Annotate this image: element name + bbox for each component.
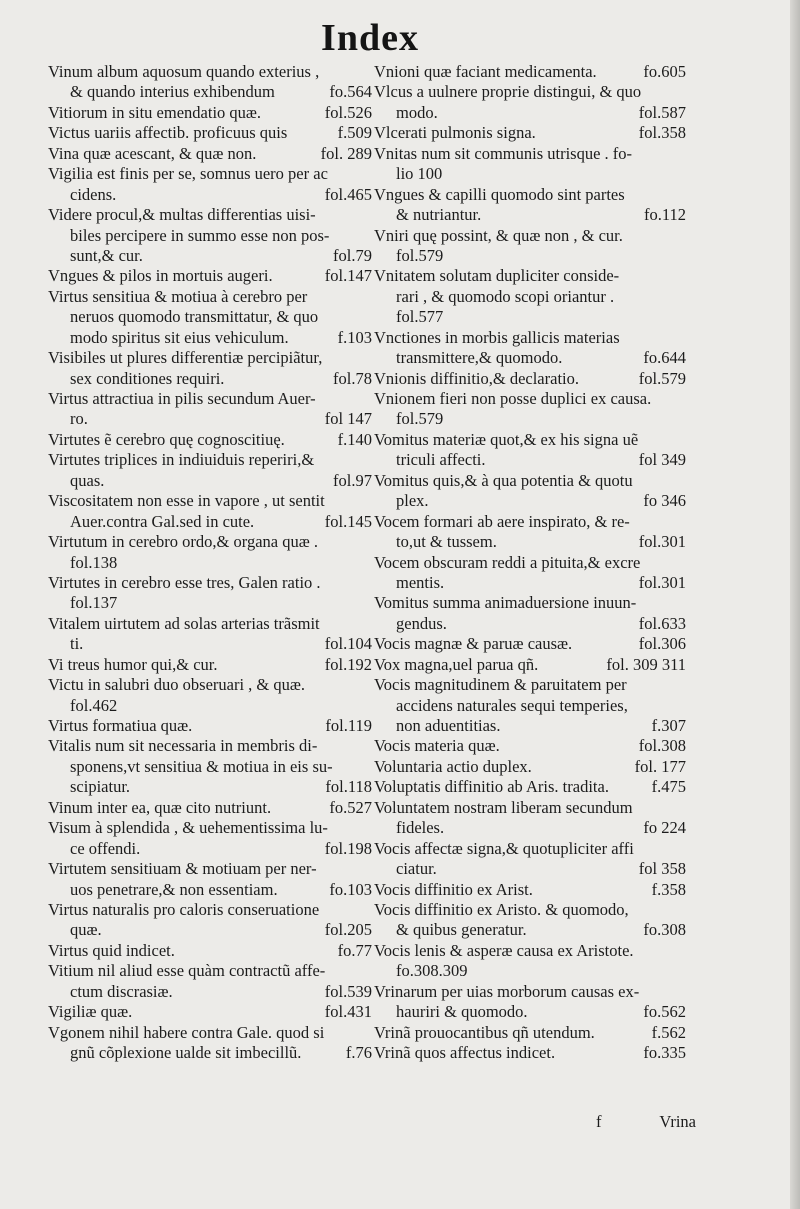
entry-text: Vitiorum in situ emendatio quæ. xyxy=(48,102,262,122)
entry-text: Vnitas num sit communis utrisque . fo- xyxy=(374,143,633,163)
index-entry-line xyxy=(48,696,372,716)
entry-text: Victus uariis affectib. proficuus quis xyxy=(48,123,288,143)
entry-text: fol.462 xyxy=(70,695,118,715)
index-entry-line xyxy=(48,839,372,859)
index-entry-line xyxy=(374,62,686,82)
entry-text: Vomitus quis,& à qua potentia & quotu xyxy=(374,470,633,490)
entry-text: Vnionis diffinitio,& declaratio. xyxy=(374,368,579,388)
entry-text: Vinum album aquosum quando exterius , xyxy=(48,62,320,81)
index-entry-line xyxy=(48,491,372,511)
catchword: Vrina xyxy=(659,1112,696,1131)
index-entry-line xyxy=(374,614,686,634)
entry-text: Viscositatem non esse in vapore , ut sentit xyxy=(48,491,325,511)
entry-text: Vnctiones in morbis gallicis materias xyxy=(374,327,620,347)
index-entry-line xyxy=(374,593,686,613)
index-entry-line xyxy=(374,1023,686,1043)
index-entry-line xyxy=(48,123,372,143)
entry-text: Vocis affectæ signa,& quotupliciter affi xyxy=(374,838,634,858)
folio-reference: f.103 xyxy=(337,327,372,347)
entry-text: mentis. xyxy=(396,572,445,592)
entry-text: to,ut & tussem. xyxy=(396,532,497,552)
folio-reference: f.140 xyxy=(337,429,372,449)
entry-text: Videre procul,& multas differentias uisi- xyxy=(48,205,316,225)
index-entry-line xyxy=(374,491,686,511)
folio-reference: fo.527 xyxy=(329,797,372,817)
page-edge xyxy=(790,0,800,1209)
folio-reference: fol.465 xyxy=(324,184,372,204)
entry-text: Voluntaria actio duplex. xyxy=(374,756,532,776)
index-entry-line xyxy=(48,307,372,327)
index-entry-line xyxy=(48,920,372,940)
folio-reference: fol. 309 311 xyxy=(606,654,686,674)
index-entry-line xyxy=(48,82,372,102)
entry-text: Voluptatis diffinitio ab Aris. tradita. xyxy=(374,777,609,797)
index-entry-line xyxy=(48,573,372,593)
entry-text: Vgonem nihil habere contra Gale. quod si xyxy=(48,1022,325,1042)
index-entry-line xyxy=(374,246,686,266)
index-column-left xyxy=(48,62,372,1063)
index-entry-line xyxy=(374,532,686,552)
index-entry-line xyxy=(48,266,372,286)
entry-text: Vrinã quos affectus indicet. xyxy=(374,1043,556,1062)
folio-reference: f.562 xyxy=(651,1022,686,1042)
folio-reference: fol.78 xyxy=(333,368,372,388)
index-entry-line xyxy=(48,716,372,736)
index-entry-line xyxy=(374,634,686,654)
entry-text: Vngues & capilli quomodo sint partes xyxy=(374,184,625,204)
index-entry-line xyxy=(374,369,686,389)
folio-reference: fo.112 xyxy=(643,205,686,225)
entry-text: fol.579 xyxy=(396,409,444,429)
index-entry-line xyxy=(374,226,686,246)
index-entry-line xyxy=(374,655,686,675)
entry-text: Vina quæ acescant, & quæ non. xyxy=(48,143,257,163)
index-entry-line xyxy=(48,655,372,675)
entry-text: Virtutes in cerebro esse tres, Galen ratio . xyxy=(48,572,321,592)
index-entry-line xyxy=(374,328,686,348)
folio-reference: fol.431 xyxy=(324,1002,372,1022)
index-entry-line xyxy=(374,839,686,859)
index-entry-line xyxy=(374,859,686,879)
folio-reference: fol.118 xyxy=(325,777,372,797)
folio-reference: fol.145 xyxy=(324,511,372,531)
entry-text: gendus. xyxy=(396,613,447,633)
index-entry-line xyxy=(48,450,372,470)
entry-text: Virtutum in cerebro ordo,& organa quæ . xyxy=(48,532,318,552)
folio-reference: fo.562 xyxy=(643,1002,686,1022)
entry-text: quas. xyxy=(70,470,105,490)
entry-text: neruos quomodo transmittatur, & quo xyxy=(70,307,319,327)
page-title: Index xyxy=(321,17,419,59)
index-entry-line xyxy=(374,716,686,736)
index-entry-line xyxy=(374,777,686,797)
index-entry-line xyxy=(48,982,372,1002)
index-entry-line xyxy=(48,880,372,900)
index-entry-line xyxy=(48,532,372,552)
entry-text: Vnioni quæ faciant medicamenta. xyxy=(374,62,597,81)
index-entry-line xyxy=(374,941,686,961)
entry-text: Vlcus a uulnere proprie distingui, & quo xyxy=(374,82,642,102)
folio-reference: fol.579 xyxy=(638,368,686,388)
index-entry-line xyxy=(374,409,686,429)
entry-text: Vocem formari ab aere inspirato, & re- xyxy=(374,511,630,531)
entry-text: Vocis magnitudinem & paruitatem per xyxy=(374,675,627,695)
index-entry-line xyxy=(48,798,372,818)
folio-reference: fo.335 xyxy=(643,1043,686,1062)
entry-text: scipiatur. xyxy=(70,777,131,797)
entry-text: Visum à splendida , & uehementissima lu- xyxy=(48,818,328,838)
entry-text: Vigilia est finis per se, somnus uero per ac xyxy=(48,164,328,184)
index-entry-line xyxy=(374,471,686,491)
folio-reference: f.358 xyxy=(651,879,686,899)
folio-reference: fo.308 xyxy=(643,920,686,940)
index-entry-line xyxy=(48,614,372,634)
folio-reference: fol.205 xyxy=(324,920,372,940)
index-entry-line xyxy=(48,62,372,82)
index-entry-line xyxy=(48,1043,372,1063)
entry-text: Vrinarum per uias morborum causas ex- xyxy=(374,981,640,1001)
folio-reference: fo 346 xyxy=(643,491,686,511)
index-entry-line xyxy=(48,185,372,205)
entry-text: Virtus formatiua quæ. xyxy=(48,716,193,735)
entry-text: Virtutem sensitiuam & motiuam per ner- xyxy=(48,859,317,879)
index-column-right xyxy=(374,62,686,1063)
folio-reference: fo.605 xyxy=(643,62,686,81)
entry-text: Vomitus materiæ quot,& ex his signa uẽ xyxy=(374,429,639,449)
entry-text: Virtutes ẽ cerebro quę cognoscitiuę. xyxy=(48,429,285,449)
entry-text: fo.308.309 xyxy=(396,961,468,981)
index-entry-line xyxy=(374,103,686,123)
index-entry-line xyxy=(374,982,686,1002)
entry-text: modo. xyxy=(396,102,438,122)
entry-text: fol.137 xyxy=(70,593,118,613)
entry-text: Virtus naturalis pro caloris conseruatione xyxy=(48,899,320,919)
entry-text: & quando interius exhibendum xyxy=(70,82,275,102)
folio-reference: fol 349 xyxy=(638,450,686,470)
entry-text: & quibus generatur. xyxy=(396,920,527,940)
index-entry-line xyxy=(374,920,686,940)
index-entry-line xyxy=(374,798,686,818)
entry-text: Virtutes triplices in indiuiduis reperiri,& xyxy=(48,450,315,470)
index-entry-line xyxy=(374,123,686,143)
index-entry-line xyxy=(48,226,372,246)
folio-reference: f.475 xyxy=(651,777,686,797)
entry-text: Vnionem fieri non posse duplici ex causa. xyxy=(374,389,652,408)
page-footer xyxy=(596,1112,696,1132)
entry-text: sponens,vt sensitiua & motiua in eis su- xyxy=(70,756,333,776)
index-entry-line xyxy=(374,266,686,286)
folio-reference: f.307 xyxy=(651,716,686,735)
folio-reference: fol.358 xyxy=(638,123,686,143)
index-entry-line xyxy=(48,512,372,532)
entry-text: Vngues & pilos in mortuis augeri. xyxy=(48,266,273,286)
entry-text: fideles. xyxy=(396,818,445,838)
entry-text: Vlcerati pulmonis signa. xyxy=(374,123,536,143)
entry-text: fol.579 xyxy=(396,245,444,265)
entry-text: quæ. xyxy=(70,920,102,940)
index-entry-line xyxy=(48,593,372,613)
entry-text: Auer.contra Gal.sed in cute. xyxy=(70,511,255,531)
folio-reference: fol.104 xyxy=(324,634,372,654)
entry-text: triculi affecti. xyxy=(396,450,486,470)
entry-text: ce offendi. xyxy=(70,838,141,858)
index-entry-line xyxy=(374,389,686,409)
folio-reference: fol.306 xyxy=(638,634,686,654)
index-entry-line xyxy=(48,144,372,164)
index-entry-line xyxy=(48,164,372,184)
entry-text: Vigiliæ quæ. xyxy=(48,1002,133,1022)
folio-reference: fol.79 xyxy=(333,245,372,265)
folio-reference: fo.644 xyxy=(643,348,686,368)
entry-text: Vocis materia quæ. xyxy=(374,736,500,756)
folio-reference: f.509 xyxy=(337,123,372,143)
entry-text: Victu in salubri duo obseruari , & quæ. xyxy=(48,675,306,695)
index-entry-line xyxy=(48,369,372,389)
index-entry-line xyxy=(48,409,372,429)
index-entry-line xyxy=(374,512,686,532)
index-entry-line xyxy=(374,164,686,184)
entry-text: Visibiles ut plures differentiæ percipiãtur, xyxy=(48,348,323,368)
index-entry-line xyxy=(48,328,372,348)
entry-text: transmittere,& quomodo. xyxy=(396,348,563,368)
entry-text: Vocis magnæ & paruæ causæ. xyxy=(374,634,573,654)
entry-text: Virtus sensitiua & motiua à cerebro per xyxy=(48,286,308,306)
entry-text: Voluntatem nostram liberam secundum xyxy=(374,797,633,817)
folio-reference: fol 147 xyxy=(324,409,372,429)
entry-text: Vitalis num sit necessaria in membris di- xyxy=(48,736,318,756)
index-entry-line xyxy=(48,430,372,450)
index-entry-line xyxy=(48,287,372,307)
index-entry-line xyxy=(374,82,686,102)
index-entry-line xyxy=(374,144,686,164)
entry-text: gnũ cõplexione ualde sit imbecillũ. xyxy=(70,1043,302,1062)
index-entry-line xyxy=(374,307,686,327)
index-entry-line xyxy=(48,961,372,981)
index-entry-line xyxy=(48,103,372,123)
index-entry-line xyxy=(48,471,372,491)
entry-text: Vi treus humor qui,& cur. xyxy=(48,654,218,674)
entry-text: accidens naturales sequi temperies, xyxy=(396,695,628,715)
folio-reference: fol 358 xyxy=(638,859,686,879)
index-entry-line xyxy=(48,1002,372,1022)
entry-text: Vrinã prouocantibus qñ utendum. xyxy=(374,1022,595,1042)
index-entry-line xyxy=(374,818,686,838)
index-entry-line xyxy=(48,348,372,368)
entry-text: hauriri & quomodo. xyxy=(396,1002,528,1022)
folio-reference: fol.301 xyxy=(638,532,686,552)
index-entry-line xyxy=(374,348,686,368)
entry-text: Vocis diffinitio ex Aristo. & quomodo, xyxy=(374,899,629,919)
index-entry-line xyxy=(374,553,686,573)
index-entry-line xyxy=(374,757,686,777)
entry-text: Vocis diffinitio ex Arist. xyxy=(374,879,533,899)
folio-reference: fol.308 xyxy=(638,736,686,756)
index-entry-line xyxy=(48,777,372,797)
entry-text: Vitalem uirtutem ad solas arterias trãsmit xyxy=(48,613,320,633)
entry-text: sex conditiones requiri. xyxy=(70,368,225,388)
index-entry-line xyxy=(48,675,372,695)
entry-text: Vitium nil aliud esse quàm contractũ affe- xyxy=(48,961,326,981)
index-entry-line xyxy=(374,736,686,756)
index-entry-line xyxy=(374,205,686,225)
folio-reference: fo.77 xyxy=(337,940,372,960)
index-entry-line xyxy=(374,1043,686,1063)
entry-text: fol.577 xyxy=(396,307,444,327)
index-entry-line xyxy=(374,573,686,593)
index-entry-line xyxy=(48,941,372,961)
folio-reference: fo.103 xyxy=(329,879,372,899)
folio-reference: fol.119 xyxy=(325,716,372,735)
entry-text: ti. xyxy=(70,634,84,654)
index-entry-line xyxy=(48,553,372,573)
index-entry-line xyxy=(48,859,372,879)
folio-reference: fol. 289 xyxy=(320,143,372,163)
index-entry-line xyxy=(374,430,686,450)
entry-text: Vomitus summa animaduersione inuun- xyxy=(374,593,637,613)
entry-text: ciatur. xyxy=(396,859,437,879)
folio-reference: f.76 xyxy=(345,1043,372,1062)
entry-text: & nutriantur. xyxy=(396,205,482,225)
index-entry-line xyxy=(374,880,686,900)
entry-text: non aduentitias. xyxy=(396,716,501,735)
index-entry-line xyxy=(374,450,686,470)
entry-text: rari , & quomodo scopi oriantur . xyxy=(396,286,615,306)
entry-text: Vnitatem solutam dupliciter conside- xyxy=(374,266,620,286)
folio-reference: fol.301 xyxy=(638,572,686,592)
index-entry-line xyxy=(48,246,372,266)
folio-reference: fo 224 xyxy=(643,818,686,838)
entry-text: biles percipere in summo esse non pos- xyxy=(70,225,330,245)
entry-text: Vox magna,uel parua qñ. xyxy=(374,654,539,674)
entry-text: cidens. xyxy=(70,184,117,204)
folio-reference: fo.564 xyxy=(329,82,372,102)
index-entry-line xyxy=(48,389,372,409)
index-entry-line xyxy=(374,696,686,716)
entry-text: lio 100 xyxy=(396,164,443,184)
entry-text: uos penetrare,& non essentiam. xyxy=(70,879,278,899)
entry-text: Vocis lenis & asperæ causa ex Aristote. xyxy=(374,940,634,960)
folio-reference: fol.539 xyxy=(324,981,372,1001)
entry-text: Vinum inter ea, quæ cito nutriunt. xyxy=(48,797,272,817)
folio-reference: fol.97 xyxy=(333,470,372,490)
index-entry-line xyxy=(48,757,372,777)
folio-reference: fol.147 xyxy=(324,266,372,286)
index-entry-line xyxy=(48,818,372,838)
entry-text: Vocem obscuram reddi a pituita,& excre xyxy=(374,552,641,572)
index-entry-line xyxy=(48,634,372,654)
entry-text: sunt,& cur. xyxy=(70,245,143,265)
folio-reference: fol. 177 xyxy=(634,756,686,776)
entry-text: ctum discrasiæ. xyxy=(70,981,173,1001)
folio-reference: fol.192 xyxy=(324,654,372,674)
index-entry-line xyxy=(374,287,686,307)
entry-text: plex. xyxy=(396,491,429,511)
folio-reference: fol.526 xyxy=(324,102,372,122)
folio-reference: fol.633 xyxy=(638,613,686,633)
index-entry-line xyxy=(48,900,372,920)
entry-text: fol.138 xyxy=(70,552,118,572)
folio-reference: fol.198 xyxy=(324,838,372,858)
entry-text: Virtus quid indicet. xyxy=(48,940,175,960)
folio-reference: fol.587 xyxy=(638,102,686,122)
entry-text: modo spiritus sit eius vehiculum. xyxy=(70,327,289,347)
signature-mark: f xyxy=(596,1112,602,1131)
index-entry-line xyxy=(374,185,686,205)
entry-text: ro. xyxy=(70,409,88,429)
index-entry-line xyxy=(374,900,686,920)
entry-text: Virtus attractiua in pilis secundum Auer- xyxy=(48,389,316,408)
index-entry-line xyxy=(48,736,372,756)
index-entry-line xyxy=(374,961,686,981)
index-entry-line xyxy=(48,1023,372,1043)
index-entry-line xyxy=(374,675,686,695)
index-entry-line xyxy=(374,1002,686,1022)
entry-text: Vniri quę possint, & quæ non , & cur. xyxy=(374,225,623,245)
index-entry-line xyxy=(48,205,372,225)
